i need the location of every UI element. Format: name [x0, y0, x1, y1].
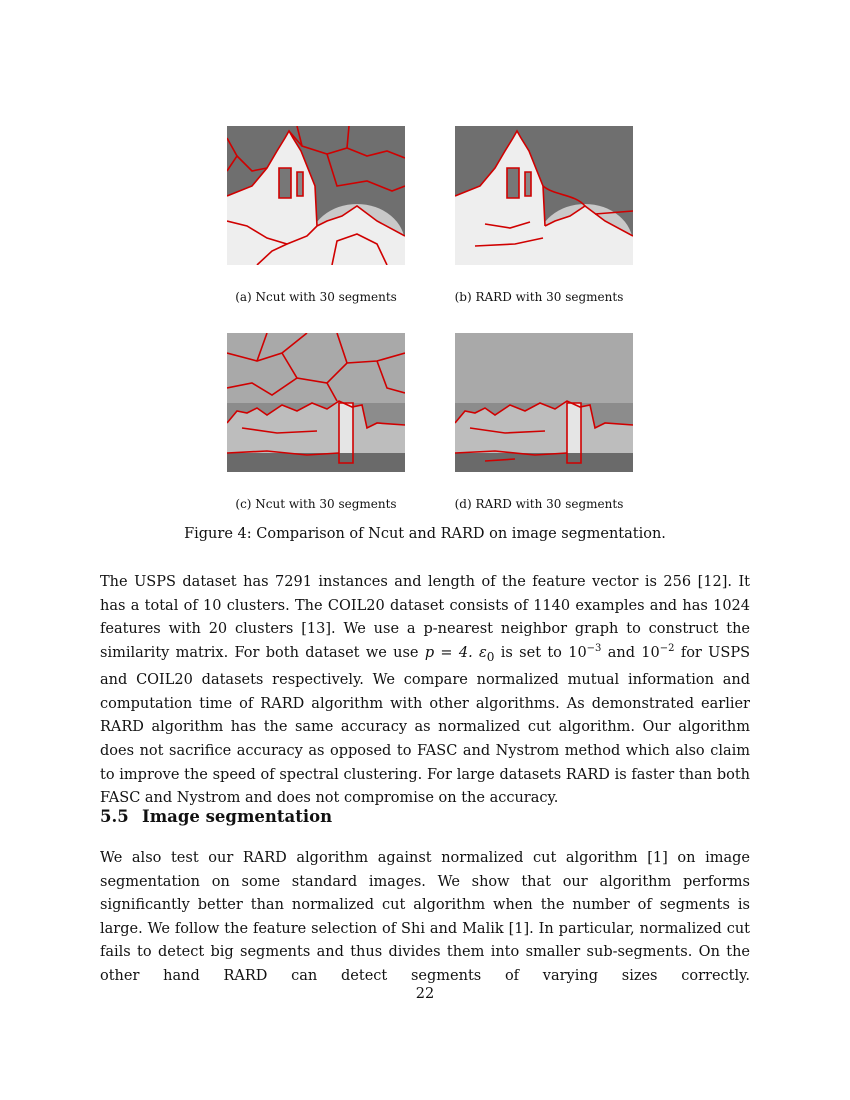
body-paragraph-datasets: [100, 571, 750, 811]
city-ncut-image: [227, 333, 405, 472]
subfigure-caption-d: (d) RARD with 30 segments: [454, 497, 624, 511]
subfigure-caption-a: (a) Ncut with 30 segments: [235, 290, 397, 304]
math-exponent: −2: [659, 642, 675, 654]
segmentation-image-d: [455, 333, 633, 472]
segmentation-image-c: [227, 333, 405, 472]
figure-caption: Figure 4: Comparison of Ncut and RARD on image segmentation.: [184, 526, 666, 542]
subfigure-caption-c: (c) Ncut with 30 segments: [235, 497, 397, 511]
body-paragraph-segmentation: We also test our RARD algorithm against normalized cut algorithm [1] on image segmentation on some standard images. We show that our algorithm performs significantly better than normalized cut algorithm when the number of segments is large. We follow the feature selection of Shi and Malik [1]. In particular, normalized cut fails to detect big segments and thus divides them into smaller sub-segments. On the other hand RARD can detect segments of varying sizes correctly.: [100, 850, 750, 984]
section-heading: [100, 807, 332, 826]
city-rard-image: [455, 333, 633, 472]
segmentation-image-b: [455, 126, 633, 265]
math-exponent: −3: [586, 642, 602, 654]
segmentation-image-a: [227, 126, 405, 265]
paragraph-text: for USPS and COIL20 datasets respectively. We compare normalized mutual information and computation time of RARD algorithm with other algorithms. As demonstrated earlier RARD algorithm has the same accuracy as normalized cut algorithm. Our algorithm does not sacrifice accuracy as opposed to FASC and Nystrom method which also claim to improve the speed of spectral clustering. For large datasets RARD is faster than both FASC and Nystrom and does not compromise on the accuracy.: [100, 644, 751, 807]
subfigure-caption-b: (b) RARD with 30 segments: [454, 290, 624, 304]
section-title: Image segmentation: [142, 807, 333, 826]
church-ncut-image: [227, 126, 405, 265]
paragraph-text: and 10: [601, 644, 660, 661]
page-number: 22: [415, 986, 435, 1002]
church-rard-image: [455, 126, 633, 265]
math-epsilon: ε: [479, 644, 487, 661]
math-epsilon-subscript: 0: [486, 649, 495, 664]
paragraph-text: is set to 10: [494, 644, 587, 661]
section-number: 5.5: [100, 807, 129, 826]
paragraph-text: The USPS dataset has 7291 instances and length of the feature vector is 256 [12]. It has a total of 10 clusters. The COIL20 dataset consists of 1140 examples and has 1024 features with 20 clusters [13]. We use a p-nearest neighbor graph to construct the similarity matrix. For both dataset we use: [100, 574, 750, 661]
math-p-equals: p = 4.: [424, 644, 473, 661]
